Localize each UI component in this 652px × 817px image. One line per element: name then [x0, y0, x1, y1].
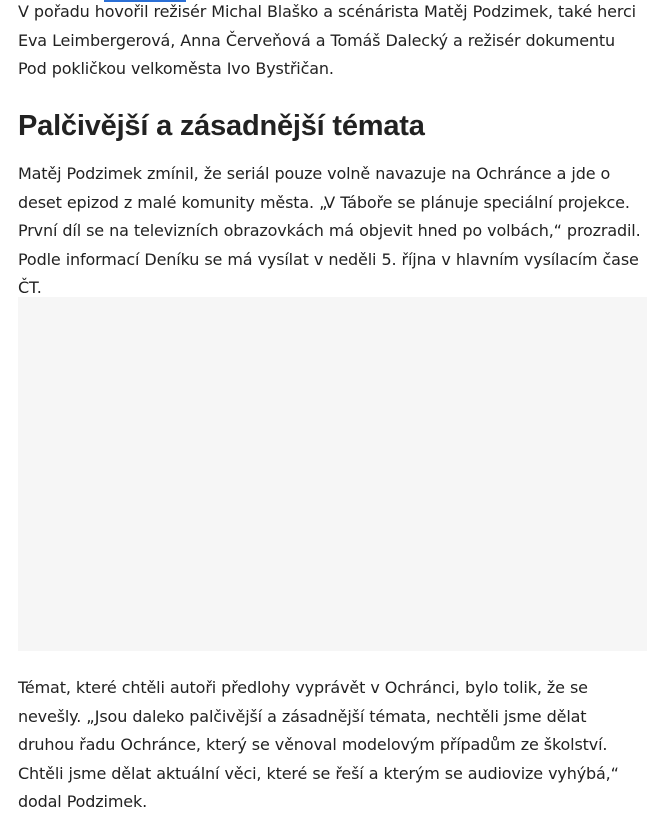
media-placeholder [18, 297, 647, 651]
article-paragraph: Matěj Podzimek zmínil, že seriál pouze volně navazuje na Ochránce a jde o deset epizod z malé komunity města. „V Táboře se plánuje speciální projekce. První díl se na televizních obrazovkách má objevit hned po volbách,“ prozradil. Podle informací Deníku se má vysílat v neděli 5. října v hlavním vysílacím čase ČT. [18, 164, 641, 297]
article-paragraph: Témat, které chtěli autoři předlohy vyprávět v Ochránci, bylo tolik, že se nevešly. „Jsou daleko palčivější a zásadnější témata, nechtěli jsme dělat druhou řadu Ochránce, který se věnoval modelovým případům ze školství. Chtěli jsme dělat aktuální věci, které se řeší a kterým se audiovize vyhýbá,“ dodal Podzimek. [18, 678, 619, 811]
section-heading: Palčivější a zásadnější témata [18, 110, 425, 142]
article-paragraph: V pořadu hovořil režisér Michal Blaško a scénárista Matěj Podzimek, také herci Eva Leimbergerová, Anna Červeňová a Tomáš Dalecký a režisér dokumentu Pod pokličkou velkoměsta Ivo Bystřičan. [18, 2, 636, 78]
